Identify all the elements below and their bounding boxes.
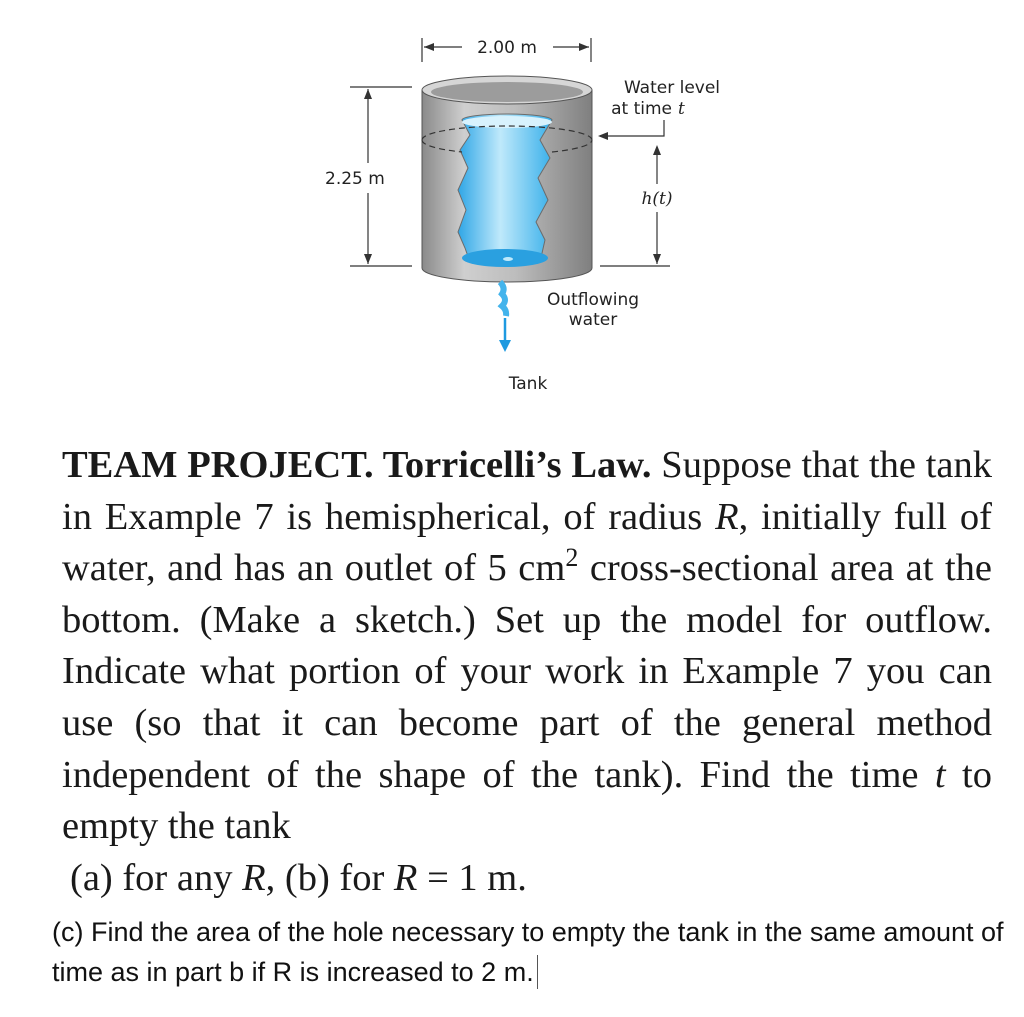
part-b-value: = 1 m. [417,856,527,899]
width-label: 2.00 m [477,38,537,58]
problem-text-3: cross-sectional area at the bottom. (Make a sketch.) Set up the model for outflow. Indicate what portion of your work in Example 7 you can use (so that it can become part of the general method independent of the shape of the tank). Find the time [62,547,992,796]
tank [422,76,592,282]
width-dimension [422,38,591,62]
height-label: 2.25 m [325,169,385,189]
outflow-stream [499,282,511,352]
part-b-text: , (b) for [265,856,394,899]
var-r: R [242,856,266,899]
problem-text-2: , initially full of water, and has an outlet of 5 cm [62,495,992,590]
part-c-question [52,912,1012,992]
water-level-var: t [678,99,685,119]
water-level-line1: Water level [623,78,721,98]
problem-text-1: Suppose that the tank in Example 7 is hemispherical, of radius [62,444,992,538]
water-level-annotation [598,78,720,266]
part-a-text: (a) for any [70,856,243,899]
problem-parts-line [62,853,992,905]
water-level-line2: at time [611,99,672,119]
height-dimension [325,87,412,266]
part-c-text: (c) Find the area of the hole necessary to empty the tank in the same amount of time as in part b if R is increased to 2 m. [52,917,1004,987]
tank-figure [0,0,1024,430]
problem-text-4: to empty the tank [62,753,992,848]
var-r: R [393,856,418,899]
problem-statement [62,440,992,904]
outflow-label-line2: water [568,310,618,330]
figure-caption: Tank [508,374,548,394]
superscript-2: 2 [565,543,579,573]
text-cursor [537,955,538,989]
var-t: t [934,753,946,796]
problem-heading: TEAM PROJECT. Torricelli’s Law. [62,444,652,486]
var-r: R [715,495,739,538]
outflow-label-line1: Outflowing [546,290,640,310]
h-label: h(t) [641,189,673,209]
